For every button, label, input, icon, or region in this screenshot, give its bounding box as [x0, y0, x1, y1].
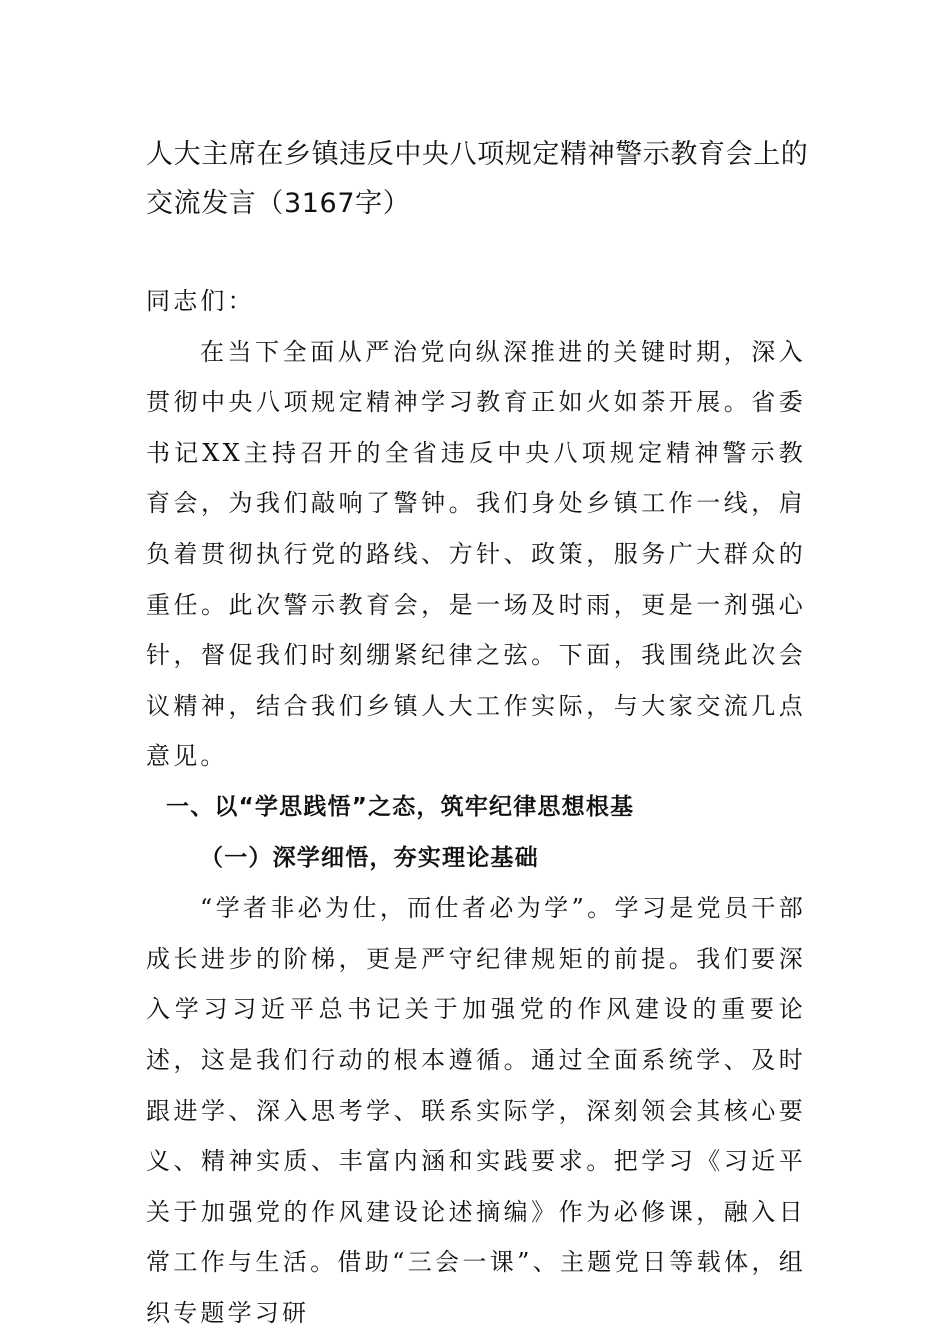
subsection-paragraph: “学者非必为仕，而仕者必为学”。学习是党员干部成长进步的阶梯，更是严守纪律规矩的前提。我们要深入学习习近平总书记关于加强党的作风建设的重要论述，这是我们行动的根本遵循。通过全面系统学、及时跟进学、深入思考学、联系实际学，深刻领会其核心要义、精神实质、丰富内涵和实践要求。把学习《习近平关于加强党的作风建设论述摘编》作为必修课，融入日常工作与生活。借助“三会一课”、主题党日等载体，组织专题学习研: [146, 894, 806, 1327]
document-title: 人大主席在乡镇违反中央八项规定精神警示教育会上的交流发言（3167字）: [146, 139, 809, 219]
section-heading: 一、以“学思践悟”之态，筑牢纪律思想根基: [166, 793, 635, 820]
subsection-heading: （一）深学细悟，夯实理论基础: [200, 844, 539, 871]
intro-paragraph: 在当下全面从严治党向纵深推进的关键时期，深入贯彻中央八项规定精神学习教育正如火如荼开展。省委书记XX主持召开的全省违反中央八项规定精神警示教育会，为我们敲响了警钟。我们身处乡镇工作一线，肩负着贯彻执行党的路线、方针、政策，服务广大群众的重任。此次警示教育会，是一场及时雨，更是一剂强心针，督促我们时刻绷紧纪律之弦。下面，我围绕此次会议精神，结合我们乡镇人大工作实际，与大家交流几点意见。: [146, 337, 806, 771]
document-body: [146, 276, 806, 1338]
salutation: 同志们：: [146, 287, 255, 315]
